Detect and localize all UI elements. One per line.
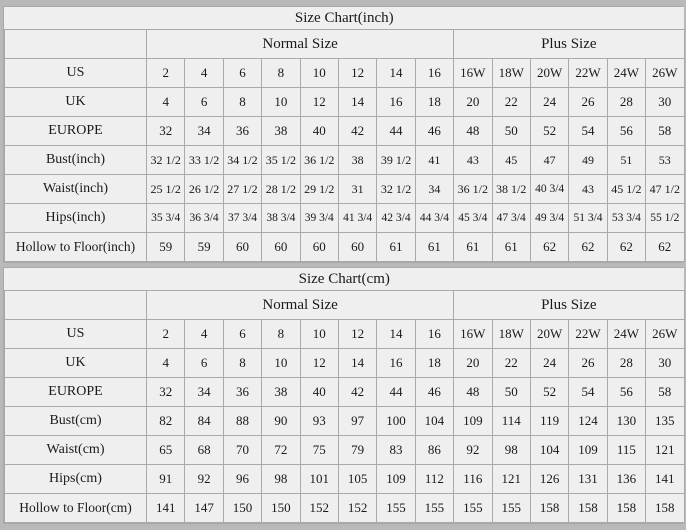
group-row-corner <box>5 30 147 59</box>
cell: 34 1/2 <box>223 146 261 175</box>
cell: 38 <box>262 117 300 146</box>
cell: 24W <box>607 59 645 88</box>
row-label-europe: EUROPE <box>5 117 147 146</box>
cell: 97 <box>338 407 376 436</box>
cell: 53 <box>646 146 684 175</box>
cell: 22W <box>569 320 607 349</box>
table-row <box>5 320 685 349</box>
table-row <box>5 378 685 407</box>
cell: 75 <box>300 436 338 465</box>
cell: 38 <box>262 378 300 407</box>
cell: 56 <box>607 117 645 146</box>
table-row <box>5 233 685 262</box>
cell: 136 <box>607 465 645 494</box>
cell: 41 3/4 <box>338 204 376 233</box>
table-row <box>5 349 685 378</box>
cell: 39 3/4 <box>300 204 338 233</box>
cell: 8 <box>223 349 261 378</box>
cell: 65 <box>147 436 185 465</box>
cell: 54 <box>569 117 607 146</box>
cell: 155 <box>415 494 453 523</box>
row-label-waist: Waist(inch) <box>5 175 147 204</box>
cell: 6 <box>185 349 223 378</box>
cell: 22 <box>492 349 530 378</box>
cell: 61 <box>377 233 415 262</box>
cell: 119 <box>530 407 568 436</box>
row-label-waist: Waist(cm) <box>5 436 147 465</box>
cell: 58 <box>646 378 684 407</box>
cell: 8 <box>223 88 261 117</box>
cell: 90 <box>262 407 300 436</box>
group-plus-size: Plus Size <box>454 291 684 320</box>
cell: 12 <box>300 88 338 117</box>
cell: 4 <box>147 349 185 378</box>
cell: 14 <box>377 320 415 349</box>
cell: 28 <box>607 88 645 117</box>
row-label-hips: Hips(inch) <box>5 204 147 233</box>
size-chart-cm-table <box>4 268 685 523</box>
chart-title: Size Chart(cm) <box>5 268 685 291</box>
cell: 152 <box>300 494 338 523</box>
cell: 61 <box>454 233 492 262</box>
cell: 60 <box>338 233 376 262</box>
cell: 52 <box>530 117 568 146</box>
cell: 34 <box>415 175 453 204</box>
cell: 14 <box>338 88 376 117</box>
cell: 20W <box>530 320 568 349</box>
group-normal-size: Normal Size <box>147 30 454 59</box>
table-row <box>5 146 685 175</box>
row-label-us: US <box>5 320 147 349</box>
cell: 35 1/2 <box>262 146 300 175</box>
cell: 24 <box>530 88 568 117</box>
cell: 60 <box>300 233 338 262</box>
row-label-hips: Hips(cm) <box>5 465 147 494</box>
cell: 147 <box>185 494 223 523</box>
cell: 105 <box>338 465 376 494</box>
cell: 49 3/4 <box>530 204 568 233</box>
cell: 46 <box>415 378 453 407</box>
cell: 45 <box>492 146 530 175</box>
cell: 72 <box>262 436 300 465</box>
cell: 50 <box>492 117 530 146</box>
table-row <box>5 117 685 146</box>
cell: 79 <box>338 436 376 465</box>
cell: 130 <box>607 407 645 436</box>
cell: 91 <box>147 465 185 494</box>
cell: 47 3/4 <box>492 204 530 233</box>
cell: 141 <box>646 465 684 494</box>
cell: 40 <box>300 117 338 146</box>
cell: 10 <box>262 349 300 378</box>
cell: 28 <box>607 349 645 378</box>
cell: 82 <box>147 407 185 436</box>
cell: 4 <box>185 59 223 88</box>
cell: 70 <box>223 436 261 465</box>
group-plus-size: Plus Size <box>454 30 684 59</box>
row-label-uk: UK <box>5 349 147 378</box>
cell: 83 <box>377 436 415 465</box>
table-row <box>5 88 685 117</box>
cell: 4 <box>185 320 223 349</box>
cell: 18W <box>492 59 530 88</box>
cell: 116 <box>454 465 492 494</box>
cell: 12 <box>300 349 338 378</box>
cell: 24W <box>607 320 645 349</box>
cell: 32 1/2 <box>377 175 415 204</box>
cell: 42 3/4 <box>377 204 415 233</box>
cell: 33 1/2 <box>185 146 223 175</box>
cell: 44 <box>377 378 415 407</box>
cell: 124 <box>569 407 607 436</box>
cell: 101 <box>300 465 338 494</box>
cell: 8 <box>262 59 300 88</box>
table-row <box>5 436 685 465</box>
cell: 16 <box>377 349 415 378</box>
cell: 131 <box>569 465 607 494</box>
cell: 6 <box>185 88 223 117</box>
row-label-us: US <box>5 59 147 88</box>
cell: 34 <box>185 378 223 407</box>
row-label-uk: UK <box>5 88 147 117</box>
cell: 55 1/2 <box>646 204 684 233</box>
cell: 6 <box>223 320 261 349</box>
cell: 104 <box>415 407 453 436</box>
cell: 112 <box>415 465 453 494</box>
cell: 45 1/2 <box>607 175 645 204</box>
cell: 92 <box>454 436 492 465</box>
cell: 62 <box>607 233 645 262</box>
cell: 32 1/2 <box>147 146 185 175</box>
cell: 22W <box>569 59 607 88</box>
cell: 31 <box>338 175 376 204</box>
cell: 38 <box>338 146 376 175</box>
cell: 114 <box>492 407 530 436</box>
table-row <box>5 407 685 436</box>
cell: 158 <box>530 494 568 523</box>
cell: 20 <box>454 88 492 117</box>
cell: 4 <box>147 88 185 117</box>
cell: 109 <box>569 436 607 465</box>
chart-title: Size Chart(inch) <box>5 7 685 30</box>
cell: 36 3/4 <box>185 204 223 233</box>
cell: 51 <box>607 146 645 175</box>
cell: 88 <box>223 407 261 436</box>
cell: 43 <box>569 175 607 204</box>
cell: 20 <box>454 349 492 378</box>
cell: 44 3/4 <box>415 204 453 233</box>
table-row <box>5 175 685 204</box>
cell: 60 <box>262 233 300 262</box>
cell: 29 1/2 <box>300 175 338 204</box>
cell: 44 <box>377 117 415 146</box>
cell: 40 <box>300 378 338 407</box>
cell: 12 <box>338 320 376 349</box>
table-row <box>5 204 685 233</box>
cell: 141 <box>147 494 185 523</box>
cell: 40 3/4 <box>530 175 568 204</box>
row-label-hollow-to-floor: Hollow to Floor(cm) <box>5 494 147 523</box>
cell: 56 <box>607 378 645 407</box>
cell: 14 <box>338 349 376 378</box>
cell: 25 1/2 <box>147 175 185 204</box>
cell: 152 <box>338 494 376 523</box>
cell: 42 <box>338 378 376 407</box>
cell: 36 1/2 <box>300 146 338 175</box>
cell: 61 <box>415 233 453 262</box>
cell: 61 <box>492 233 530 262</box>
cell: 96 <box>223 465 261 494</box>
cell: 22 <box>492 88 530 117</box>
cell: 36 <box>223 117 261 146</box>
cell: 28 1/2 <box>262 175 300 204</box>
cell: 62 <box>530 233 568 262</box>
cell: 51 3/4 <box>569 204 607 233</box>
cell: 47 <box>530 146 568 175</box>
cell: 45 3/4 <box>454 204 492 233</box>
cell: 158 <box>569 494 607 523</box>
group-row-corner <box>5 291 147 320</box>
cell: 12 <box>338 59 376 88</box>
cell: 98 <box>262 465 300 494</box>
cell: 100 <box>377 407 415 436</box>
cell: 6 <box>223 59 261 88</box>
cell: 20W <box>530 59 568 88</box>
cell: 59 <box>147 233 185 262</box>
cell: 104 <box>530 436 568 465</box>
table-row <box>5 494 685 523</box>
cell: 115 <box>607 436 645 465</box>
cell: 126 <box>530 465 568 494</box>
cell: 38 3/4 <box>262 204 300 233</box>
cell: 26 <box>569 349 607 378</box>
cell: 26W <box>646 59 684 88</box>
cell: 109 <box>454 407 492 436</box>
cell: 35 3/4 <box>147 204 185 233</box>
cell: 47 1/2 <box>646 175 684 204</box>
table-group-row <box>5 30 685 59</box>
cell: 43 <box>454 146 492 175</box>
cell: 86 <box>415 436 453 465</box>
cell: 48 <box>454 378 492 407</box>
cell: 155 <box>492 494 530 523</box>
cell: 93 <box>300 407 338 436</box>
table-row <box>5 465 685 494</box>
cell: 38 1/2 <box>492 175 530 204</box>
size-chart-inch <box>3 6 683 263</box>
cell: 109 <box>377 465 415 494</box>
cell: 58 <box>646 117 684 146</box>
cell: 158 <box>607 494 645 523</box>
cell: 92 <box>185 465 223 494</box>
cell: 26 1/2 <box>185 175 223 204</box>
cell: 2 <box>147 59 185 88</box>
cell: 18 <box>415 349 453 378</box>
cell: 62 <box>569 233 607 262</box>
cell: 42 <box>338 117 376 146</box>
cell: 34 <box>185 117 223 146</box>
table-title-row <box>5 268 685 291</box>
cell: 53 3/4 <box>607 204 645 233</box>
table-title-row <box>5 7 685 30</box>
cell: 135 <box>646 407 684 436</box>
cell: 150 <box>223 494 261 523</box>
cell: 14 <box>377 59 415 88</box>
cell: 158 <box>646 494 684 523</box>
cell: 41 <box>415 146 453 175</box>
cell: 32 <box>147 117 185 146</box>
cell: 10 <box>300 59 338 88</box>
row-label-bust: Bust(cm) <box>5 407 147 436</box>
cell: 30 <box>646 88 684 117</box>
row-label-hollow-to-floor: Hollow to Floor(inch) <box>5 233 147 262</box>
cell: 8 <box>262 320 300 349</box>
size-chart-cm <box>3 267 683 524</box>
cell: 121 <box>646 436 684 465</box>
cell: 68 <box>185 436 223 465</box>
cell: 62 <box>646 233 684 262</box>
cell: 26 <box>569 88 607 117</box>
cell: 36 <box>223 378 261 407</box>
cell: 98 <box>492 436 530 465</box>
table-row <box>5 59 685 88</box>
cell: 26W <box>646 320 684 349</box>
cell: 30 <box>646 349 684 378</box>
cell: 32 <box>147 378 185 407</box>
row-label-europe: EUROPE <box>5 378 147 407</box>
cell: 16 <box>377 88 415 117</box>
cell: 49 <box>569 146 607 175</box>
row-label-bust: Bust(inch) <box>5 146 147 175</box>
cell: 2 <box>147 320 185 349</box>
cell: 155 <box>454 494 492 523</box>
cell: 24 <box>530 349 568 378</box>
cell: 150 <box>262 494 300 523</box>
cell: 155 <box>377 494 415 523</box>
cell: 48 <box>454 117 492 146</box>
table-group-row <box>5 291 685 320</box>
cell: 16W <box>454 59 492 88</box>
cell: 121 <box>492 465 530 494</box>
cell: 84 <box>185 407 223 436</box>
cell: 50 <box>492 378 530 407</box>
cell: 18W <box>492 320 530 349</box>
cell: 59 <box>185 233 223 262</box>
cell: 16W <box>454 320 492 349</box>
cell: 46 <box>415 117 453 146</box>
size-chart-inch-table <box>4 7 685 262</box>
cell: 54 <box>569 378 607 407</box>
cell: 10 <box>300 320 338 349</box>
cell: 39 1/2 <box>377 146 415 175</box>
cell: 37 3/4 <box>223 204 261 233</box>
cell: 16 <box>415 59 453 88</box>
cell: 10 <box>262 88 300 117</box>
group-normal-size: Normal Size <box>147 291 454 320</box>
cell: 18 <box>415 88 453 117</box>
cell: 36 1/2 <box>454 175 492 204</box>
cell: 16 <box>415 320 453 349</box>
cell: 60 <box>223 233 261 262</box>
cell: 52 <box>530 378 568 407</box>
cell: 27 1/2 <box>223 175 261 204</box>
